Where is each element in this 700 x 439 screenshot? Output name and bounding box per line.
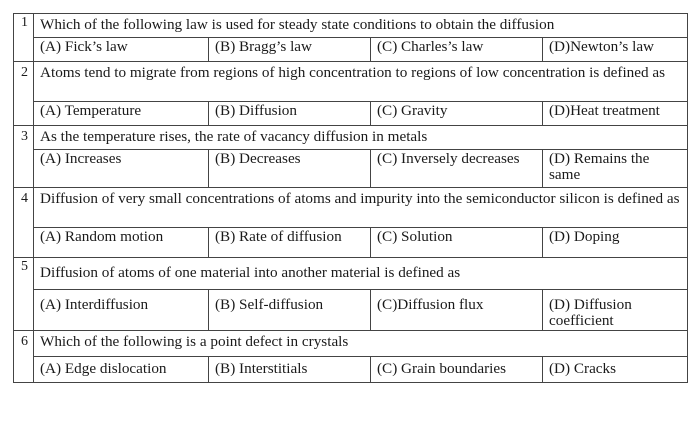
question-number: 3 (14, 126, 34, 188)
question-number: 6 (14, 331, 34, 383)
option-c: (C)Diffusion flux (371, 290, 543, 331)
option-d: (D) Diffusion coefficient (543, 290, 688, 331)
options-row (14, 150, 688, 188)
question-number: 1 (14, 14, 34, 62)
option-d: (D)Heat treatment (543, 102, 688, 126)
question-text: Diffusion of very small concentrations of atoms and impurity into the semiconductor silicon is defined as (34, 188, 688, 228)
option-b: (B) Bragg’s law (209, 38, 371, 62)
option-a: (A) Interdiffusion (34, 290, 209, 331)
option-a: (A) Edge dislocation (34, 357, 209, 383)
options-row (14, 228, 688, 258)
option-a: (A) Increases (34, 150, 209, 188)
question-number: 5 (14, 258, 34, 331)
question-row (14, 258, 688, 290)
question-row (14, 14, 688, 38)
options-row (14, 102, 688, 126)
question-row (14, 62, 688, 102)
question-text: As the temperature rises, the rate of vacancy diffusion in metals (34, 126, 688, 150)
question-number: 4 (14, 188, 34, 258)
question-row (14, 126, 688, 150)
options-row (14, 357, 688, 383)
option-c: (C) Inversely decreases (371, 150, 543, 188)
option-d: (D) Remains the same (543, 150, 688, 188)
options-row (14, 38, 688, 62)
option-d: (D) Doping (543, 228, 688, 258)
option-a: (A) Temperature (34, 102, 209, 126)
option-b: (B) Interstitials (209, 357, 371, 383)
option-b: (B) Rate of diffusion (209, 228, 371, 258)
option-b: (B) Diffusion (209, 102, 371, 126)
option-d: (D)Newton’s law (543, 38, 688, 62)
question-text: Which of the following law is used for steady state conditions to obtain the diffusion (34, 14, 688, 38)
question-row (14, 188, 688, 228)
option-c: (C) Gravity (371, 102, 543, 126)
option-c: (C) Solution (371, 228, 543, 258)
quiz-table (13, 13, 688, 383)
question-text: Diffusion of atoms of one material into another material is defined as (34, 258, 688, 290)
question-text: Atoms tend to migrate from regions of high concentration to regions of low concentration is defined as (34, 62, 688, 102)
option-a: (A) Fick’s law (34, 38, 209, 62)
option-b: (B) Self-diffusion (209, 290, 371, 331)
options-row (14, 290, 688, 331)
question-text: Which of the following is a point defect in crystals (34, 331, 688, 357)
question-row (14, 331, 688, 357)
option-d: (D) Cracks (543, 357, 688, 383)
option-b: (B) Decreases (209, 150, 371, 188)
question-number: 2 (14, 62, 34, 126)
option-a: (A) Random motion (34, 228, 209, 258)
option-c: (C) Charles’s law (371, 38, 543, 62)
option-c: (C) Grain boundaries (371, 357, 543, 383)
